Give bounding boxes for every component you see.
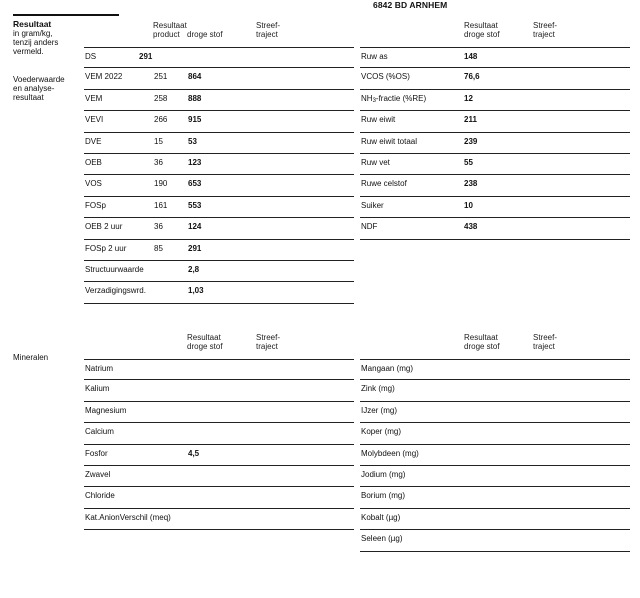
table-row [360, 359, 630, 380]
row-name: Natrium [85, 364, 114, 373]
table-row [360, 197, 630, 218]
table-row [360, 47, 630, 68]
row-name: Calcium [85, 427, 114, 437]
row-product-value: 258 [154, 93, 168, 103]
header-resultaat-droge-stof-right [464, 21, 500, 39]
row-name: Fosfor [85, 448, 108, 458]
table-row [360, 402, 630, 423]
row-value: 238 [464, 179, 478, 189]
header-traject-text: traject [533, 30, 555, 39]
row-product-value: 85 [154, 243, 163, 253]
row-product-value: 266 [154, 115, 168, 125]
table-row [84, 133, 354, 154]
table-row [84, 154, 354, 175]
header-streef-text: Streef- [533, 21, 558, 30]
table-row [360, 445, 630, 466]
row-name: DVE [85, 136, 102, 146]
table-row [360, 90, 630, 111]
row-product-value: 36 [154, 222, 163, 232]
row-value: 12 [464, 93, 473, 103]
row-droge-stof-value: 2,8 [188, 265, 200, 274]
table-row [84, 175, 354, 196]
table-row [84, 68, 354, 89]
row-name: VEM [85, 93, 103, 103]
table-row [84, 47, 354, 68]
table-row [360, 509, 630, 530]
row-name: DS [85, 52, 97, 61]
header-resultaat-text: Resultaat [153, 21, 187, 30]
row-value: 4,5 [188, 448, 200, 458]
row-name: Zwavel [85, 470, 111, 479]
header-resultaat-text: Resultaat [464, 21, 498, 30]
voederwaarde-line-2: en analyse- [13, 84, 55, 93]
table-row [360, 111, 630, 132]
header-traject-text: traject [256, 30, 278, 39]
header-streef-text: Streef- [533, 333, 558, 342]
row-droge-stof-value: 123 [188, 158, 202, 167]
row-product-value: 161 [154, 200, 168, 210]
row-name: Koper (mg) [361, 427, 402, 437]
row-name: Ruw vet [361, 158, 390, 167]
voederwaarde-line-1: Voederwaarde [13, 75, 65, 84]
row-name: Kobalt (µg) [361, 512, 401, 522]
row-name-post: -fractie (%RE) [375, 93, 427, 103]
header-rule [13, 14, 119, 16]
row-name: Kat.AnionVerschil (meq) [85, 512, 171, 522]
header-traject-text: traject [256, 342, 278, 351]
header-streef-text: Streef- [256, 21, 281, 30]
header-traject-text: traject [533, 342, 555, 351]
table-row [360, 530, 630, 551]
resultaat-line-3: vermeld. [13, 47, 44, 56]
row-droge-stof-value: 1,03 [188, 286, 204, 296]
row-name: NDF [361, 222, 378, 232]
row-product-value: 15 [154, 136, 163, 146]
header-streef-traject-right [533, 21, 557, 39]
row-name: VOS [85, 179, 102, 189]
table-row [84, 380, 354, 401]
row-name: Molybdeen (mg) [361, 448, 419, 458]
row-name-pre: NH [361, 93, 373, 103]
voederwaarde-label [13, 75, 65, 102]
row-name: Suiker [361, 200, 384, 210]
header-streef-traject-left [256, 21, 280, 39]
table-row [84, 90, 354, 111]
row-name: Ruw as [361, 52, 388, 61]
row-value: 438 [464, 222, 478, 232]
header-streef-text: Streef- [256, 333, 281, 342]
table-row [84, 111, 354, 132]
row-droge-stof-value: 864 [188, 72, 202, 82]
row-product-value: 291 [139, 52, 153, 61]
row-name: Ruw eiwit totaal [361, 136, 418, 146]
row-name: Verzadigingswrd. [85, 286, 146, 296]
resultaat-label [13, 20, 58, 56]
mineralen-header-streef-left [256, 333, 280, 351]
table-row [360, 218, 630, 239]
row-name: FOSp 2 uur [85, 243, 127, 253]
row-name: VEM 2022 [85, 72, 123, 82]
table-row [84, 261, 354, 282]
row-name: Ruw eiwit [361, 115, 396, 125]
row-droge-stof-value: 653 [188, 179, 202, 189]
row-name: FOSp [85, 200, 106, 210]
row-value: 55 [464, 158, 473, 167]
table-row [84, 218, 354, 239]
mineralen-header-resultaat-left [187, 333, 223, 351]
row-product-value: 36 [154, 158, 163, 167]
table-row [360, 68, 630, 89]
row-value: 10 [464, 200, 473, 210]
row-name: Jodium (mg) [361, 470, 406, 479]
table-row [84, 423, 354, 444]
table-row [84, 197, 354, 218]
row-name: VEVI [85, 115, 104, 125]
row-name: Zink (mg) [361, 384, 395, 394]
table-row [84, 240, 354, 261]
row-name: OEB 2 uur [85, 222, 123, 232]
resultaat-line-1: in gram/kg, [13, 29, 53, 38]
table-row [360, 487, 630, 508]
mineralen-header-resultaat-right [464, 333, 500, 351]
table-row [360, 423, 630, 444]
row-name: Structuurwaarde [85, 265, 144, 274]
row-name [361, 94, 426, 104]
table-row [360, 380, 630, 401]
row-droge-stof-value: 124 [188, 222, 202, 232]
table-row [84, 445, 354, 466]
table-row [360, 175, 630, 196]
row-product-value: 251 [154, 72, 168, 82]
table-row [360, 154, 630, 175]
table-row [84, 282, 354, 303]
row-value: 148 [464, 52, 478, 61]
header-resultaat-text: Resultaat [187, 333, 221, 342]
table-row [360, 133, 630, 154]
row-name: IJzer (mg) [361, 405, 397, 415]
row-name: Seleen (µg) [361, 534, 403, 544]
row-name: Magnesium [85, 405, 127, 415]
row-name: Ruwe celstof [361, 179, 407, 189]
header-resultaat-text: Resultaat [464, 333, 498, 342]
header-resultaat-product [153, 21, 187, 39]
resultaat-title: Resultaat [13, 19, 52, 29]
voederwaarde-line-3: resultaat [13, 93, 44, 102]
row-name: Borium (mg) [361, 491, 406, 501]
row-droge-stof-value: 291 [188, 243, 202, 253]
row-droge-stof-value: 53 [188, 136, 197, 146]
mineralen-label: Mineralen [13, 353, 49, 362]
row-droge-stof-value: 553 [188, 200, 202, 210]
row-name: Chloride [85, 491, 115, 501]
table-row [360, 466, 630, 487]
row-value: 76,6 [464, 72, 480, 82]
row-name: Mangaan (mg) [361, 364, 414, 373]
table-row [84, 359, 354, 380]
header-droge-stof-text: droge stof [187, 342, 223, 351]
row-droge-stof-value: 888 [188, 93, 202, 103]
mineralen-header-streef-right [533, 333, 557, 351]
header-product-text: product [153, 30, 180, 39]
header-droge-stof-text: droge stof [464, 342, 500, 351]
row-value: 211 [464, 115, 477, 125]
row-name: OEB [85, 158, 102, 167]
resultaat-line-2: tenzij anders [13, 38, 59, 47]
row-value: 239 [464, 136, 478, 146]
table-row [84, 466, 354, 487]
header-droge-stof-text: droge stof [464, 30, 500, 39]
row-name: Kalium [85, 384, 110, 394]
row-name-sub: 3 [372, 97, 376, 104]
row-product-value: 190 [154, 179, 168, 189]
header-droge-stof: droge stof [187, 30, 223, 39]
row-name: VCOS (%OS) [361, 72, 410, 82]
table-row [84, 487, 354, 508]
address: 6842 BD ARNHEM [373, 0, 448, 10]
table-row [84, 402, 354, 423]
table-row [84, 509, 354, 530]
row-droge-stof-value: 915 [188, 115, 202, 125]
